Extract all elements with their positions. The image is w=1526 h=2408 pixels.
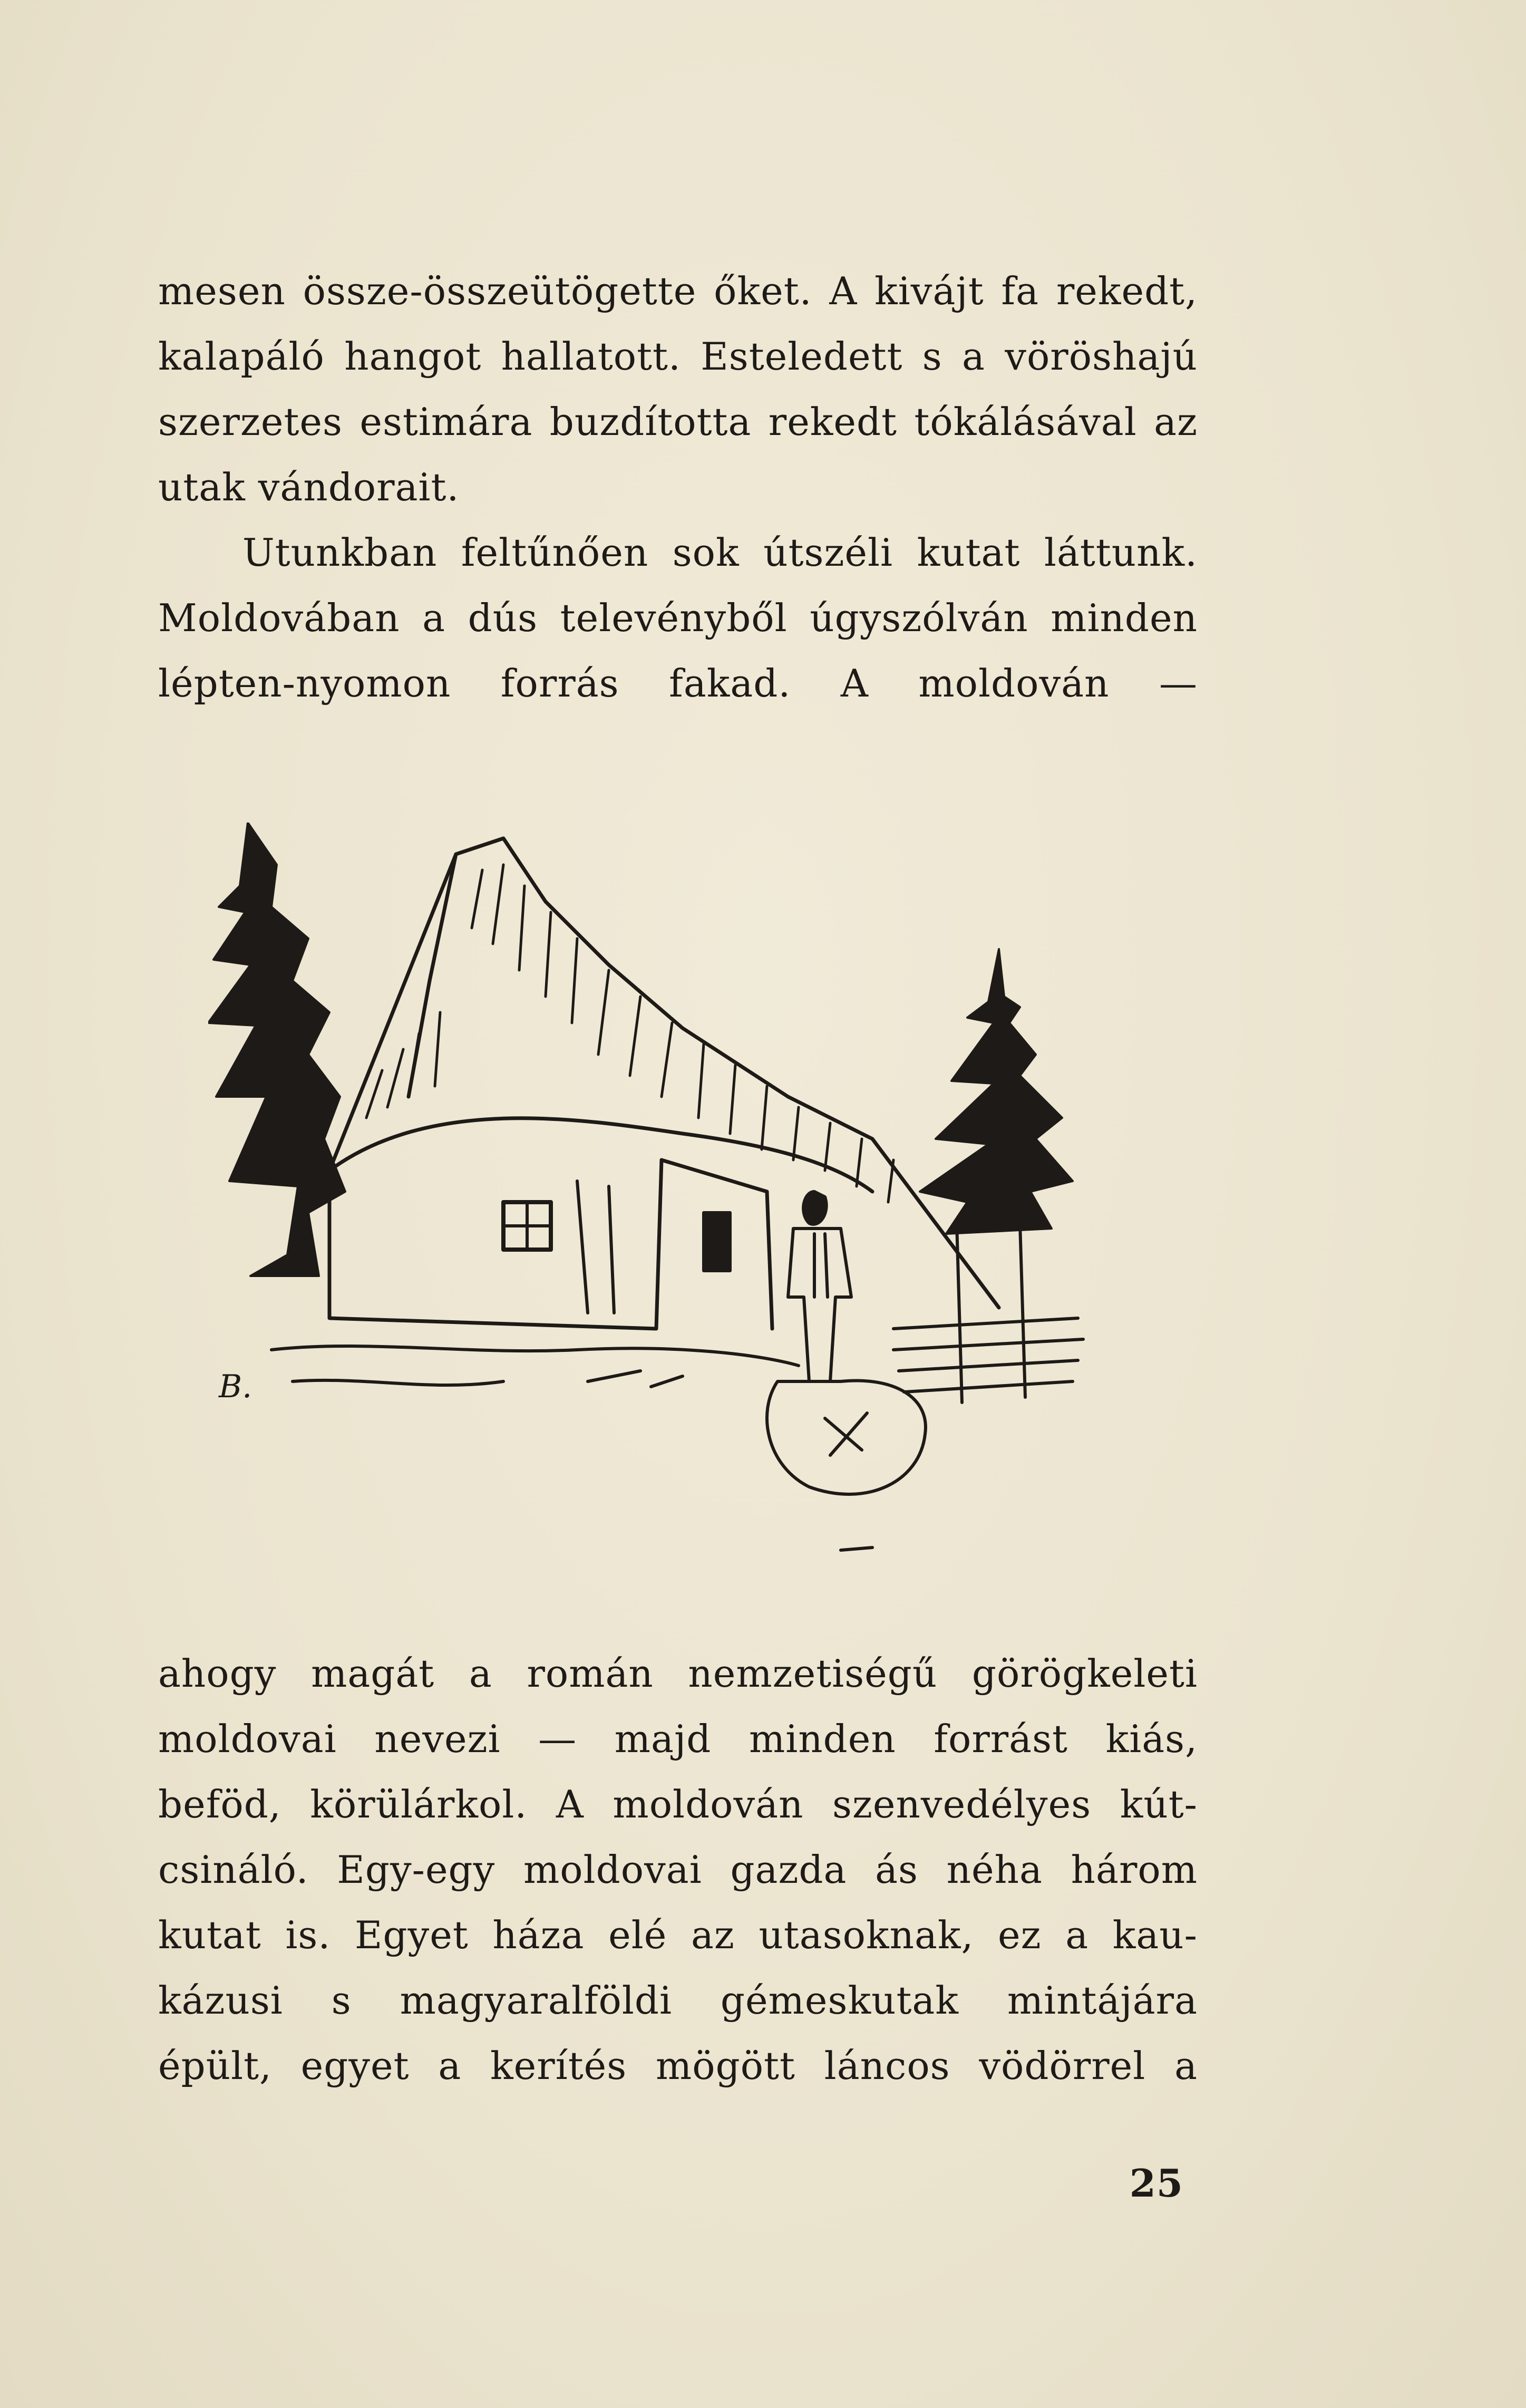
text-block-bottom	[158, 1641, 1198, 2098]
figure-icon	[788, 1192, 851, 1381]
thatched-cottage-illustration	[208, 823, 1136, 1577]
text-line: lépten-nyomon forrás fakad. A moldován —	[158, 661, 1198, 705]
left-tree-icon	[208, 823, 345, 1276]
text-line: ahogy magát a román nemzetiségű görögkeleti	[158, 1651, 1198, 1696]
text-line: épült, egyet a kerítés mögött láncos vödörrel a	[158, 2044, 1198, 2088]
text-block-top	[158, 258, 1198, 716]
text-line: szerzetes estimára buzdította rekedt tókálásával az	[158, 400, 1198, 444]
right-tree-icon	[920, 949, 1073, 1234]
fence-icon	[893, 1223, 1083, 1403]
text-line: kalapáló hangot hallatott. Esteledett s a vöröshajú	[158, 334, 1198, 379]
page-number: 25	[1129, 2161, 1183, 2206]
text-line: csináló. Egy-egy moldovai gazda ás néha három	[158, 1848, 1198, 1892]
text-line: Utunkban feltűnően sok útszéli kutat láttunk.	[242, 530, 1198, 575]
ground-icon	[271, 1346, 926, 1550]
text-line: kutat is. Egyet háza elé az utasoknak, ez a kau-	[158, 1913, 1198, 1957]
cottage-wall-icon	[329, 1160, 772, 1329]
text-line: utak vándorait.	[158, 465, 460, 509]
text-line: beföd, körülárkol. A moldován szenvedélyes kút-	[158, 1782, 1198, 1826]
roof-icon	[329, 838, 999, 1308]
text-line: Moldovában a dús televényből úgyszólván minden	[158, 596, 1198, 640]
text-line: mesen össze-összeütögette őket. A kivájt fa rekedt,	[158, 269, 1198, 313]
artist-signature: B.	[219, 1368, 252, 1405]
text-line: moldovai nevezi — majd minden forrást kiás,	[158, 1717, 1198, 1761]
text-line: kázusi s magyaralföldi gémeskutak mintájára	[158, 1978, 1198, 2023]
